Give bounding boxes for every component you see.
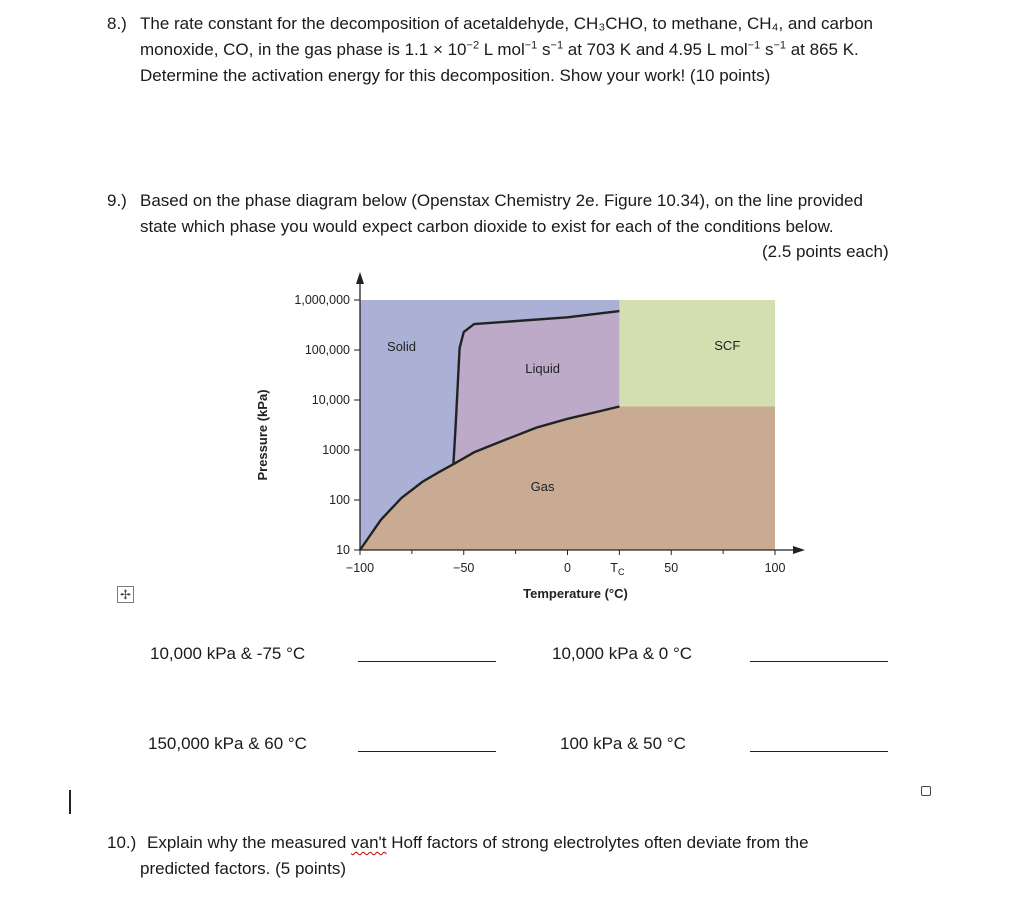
scf-region [619, 300, 775, 407]
question-9-number: 9.) [107, 191, 127, 210]
question-9-line-2: state which phase you would expect carbon dioxide to exist for each of the conditions below. [140, 217, 834, 236]
x-tick-label: −50 [453, 561, 475, 575]
x-axis-label: Temperature (°C) [523, 586, 628, 601]
y-axis-label: Pressure (kPa) [255, 389, 270, 481]
move-handle-icon[interactable]: ✢ [117, 586, 134, 603]
y-tick-label: 100 [329, 493, 350, 507]
phase-diagram-chart [240, 270, 840, 600]
layout-options-icon[interactable] [921, 786, 931, 796]
answer-blank-4[interactable] [750, 751, 888, 752]
condition-1-label: 10,000 kPa & -75 °C [150, 644, 306, 663]
region-label-solid: Solid [387, 339, 416, 355]
answer-blank-3[interactable] [358, 751, 496, 752]
condition-3-label: 150,000 kPa & 60 °C [148, 734, 307, 753]
spellcheck-word: van't [351, 833, 387, 852]
question-10-line-1: Explain why the measured van't Hoff factors of strong electrolytes often deviate from the [147, 833, 809, 852]
answer-blank-2[interactable] [750, 661, 888, 662]
question-10 [107, 830, 987, 886]
condition-4-label: 100 kPa & 50 °C [560, 734, 686, 753]
question-8-number: 8.) [107, 14, 127, 33]
x-axis-arrow [793, 546, 805, 554]
region-label-liquid: Liquid [525, 360, 560, 376]
y-tick-label: 1,000,000 [294, 293, 350, 307]
y-tick-label: 10,000 [311, 393, 350, 407]
question-8-line-3: Determine the activation energy for this decomposition. Show your work! (10 points) [140, 66, 771, 85]
question-9-points: (2.5 points each) [762, 242, 889, 261]
question-9 [107, 188, 987, 244]
x-tick-label-tc: $T_C$ [610, 561, 625, 577]
answer-blank-1[interactable] [358, 661, 496, 662]
y-tick-label: 100,000 [304, 343, 350, 357]
x-tick-label: 0 [564, 561, 571, 575]
question-10-number: 10.) [107, 833, 137, 852]
question-8-line-2: monoxide, CO, in the gas phase is $1.1 \times 10^{-2}$ L mol$^{-1}$ $s^{-1}$ at 703 K and 4.95 L mol$^{-1}$ $s^{-1}$ at 865 K. [140, 39, 859, 59]
question-8-line-1: The rate constant for the decomposition of acetaldehyde, CH₃CHO, to methane, CH₄, and carbon [140, 14, 873, 33]
region-label-gas: Gas [530, 479, 555, 495]
x-tick-label: 100 [764, 561, 786, 575]
question-10-line-2: predicted factors. (5 points) [140, 859, 346, 878]
text-cursor [69, 790, 71, 814]
question-9-line-1: Based on the phase diagram below (Openstax Chemistry 2e. Figure 10.34), on the line provided [140, 191, 863, 210]
y-tick-label: 10 [336, 543, 350, 557]
y-axis-arrow [356, 272, 364, 284]
condition-2-label: 10,000 kPa & 0 °C [552, 644, 693, 663]
region-label-scf: SCF [714, 338, 741, 353]
x-tick-label: 50 [664, 561, 679, 575]
y-tick-label: 1000 [322, 443, 350, 457]
question-8 [107, 11, 987, 91]
x-tick-label: −100 [345, 561, 375, 575]
